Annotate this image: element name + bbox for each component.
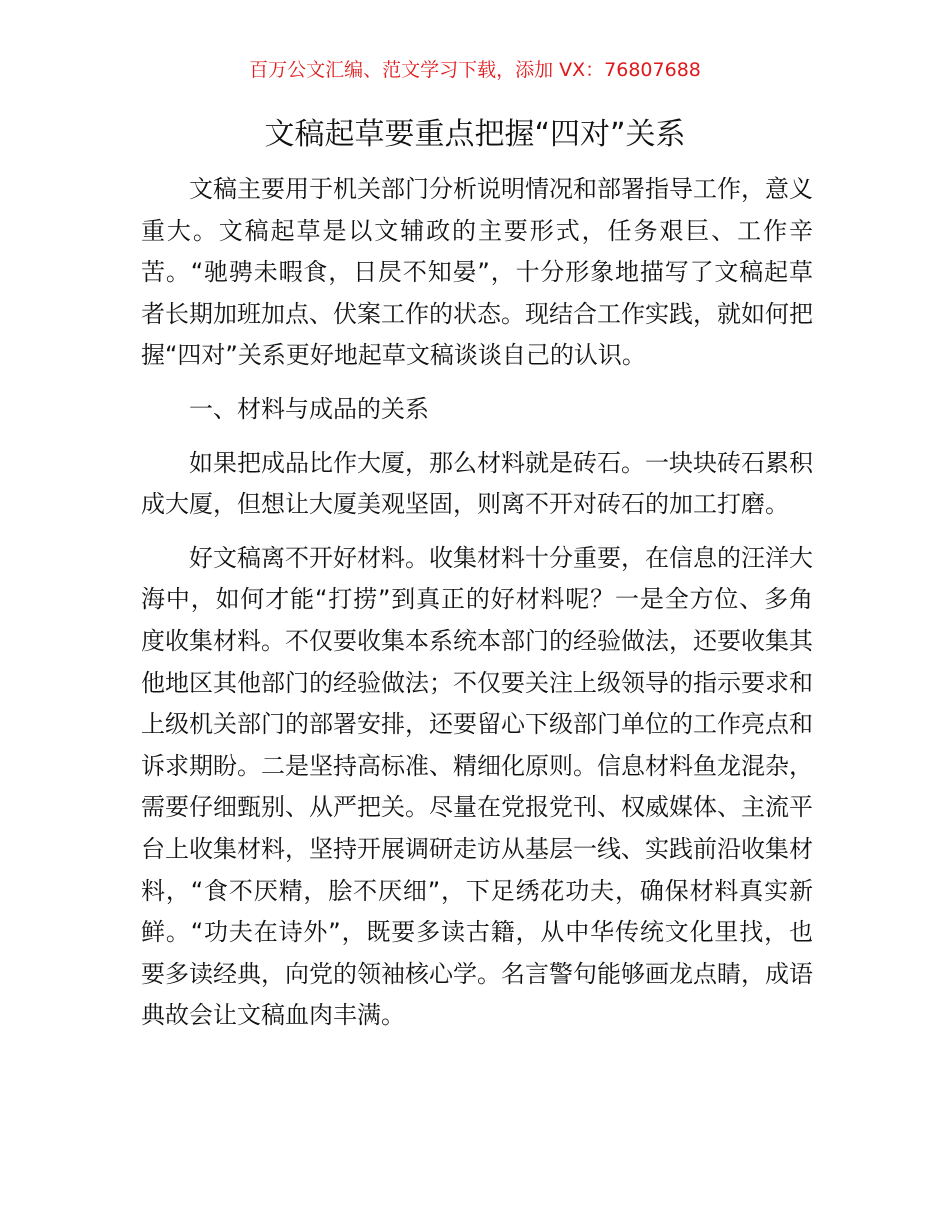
section-1-paragraph-1: 如果把成品比作大厦，那么材料就是砖石。一块块砖石累积成大厦，但想让大厦美观坚固，则离不开对砖石的加工打磨。 [141, 448, 813, 519]
section-heading-1: 一、材料与成品的关系 [189, 394, 429, 423]
document-body [141, 169, 813, 1037]
page-title: 文稿起草要重点把握“四对”关系 [264, 117, 686, 152]
section-1-paragraph-2: 好文稿离不开好材料。收集材料十分重要，在信息的汪洋大海中，如何才能“打捞”到真正的好材料呢？一是全方位、多角度收集材料。不仅要收集本系统本部门的经验做法，还要收集其他地区其他部门的经验做法；不仅要关注上级领导的指示要求和上级机关部门的部署安排，还要留心下级部门单位的工作亮点和诉求期盼。二是坚持高标准、精细化原则。信息材料鱼龙混杂，需要仔细甄别、从严把关。尽量在党报党刊、权威媒体、主流平台上收集材料，坚持开展调研走访从基层一线、实践前沿收集材料，“食不厌精，脍不厌细”，下足绣花功夫，确保材料真实新鲜。“功夫在诗外”，既要多读古籍，从中华传统文化里找，也要多读经典，向党的领袖核心学。名言警句能够画龙点睛，成语典故会让文稿血肉丰满。 [141, 543, 813, 1030]
intro-paragraph: 文稿主要用于机关部门分析说明情况和部署指导工作，意义重大。文稿起草是以文辅政的主要形式，任务艰巨、工作辛苦。“驰骋未暇食，日昃不知晏”，十分形象地描写了文稿起草者长期加班加点、伏案工作的状态。现结合工作实践，就如何把握“四对”关系更好地起草文稿谈谈自己的认识。 [141, 175, 813, 370]
watermark-header: 百万公文汇编、范文学习下载，添加 VX：76807688 [249, 59, 701, 81]
